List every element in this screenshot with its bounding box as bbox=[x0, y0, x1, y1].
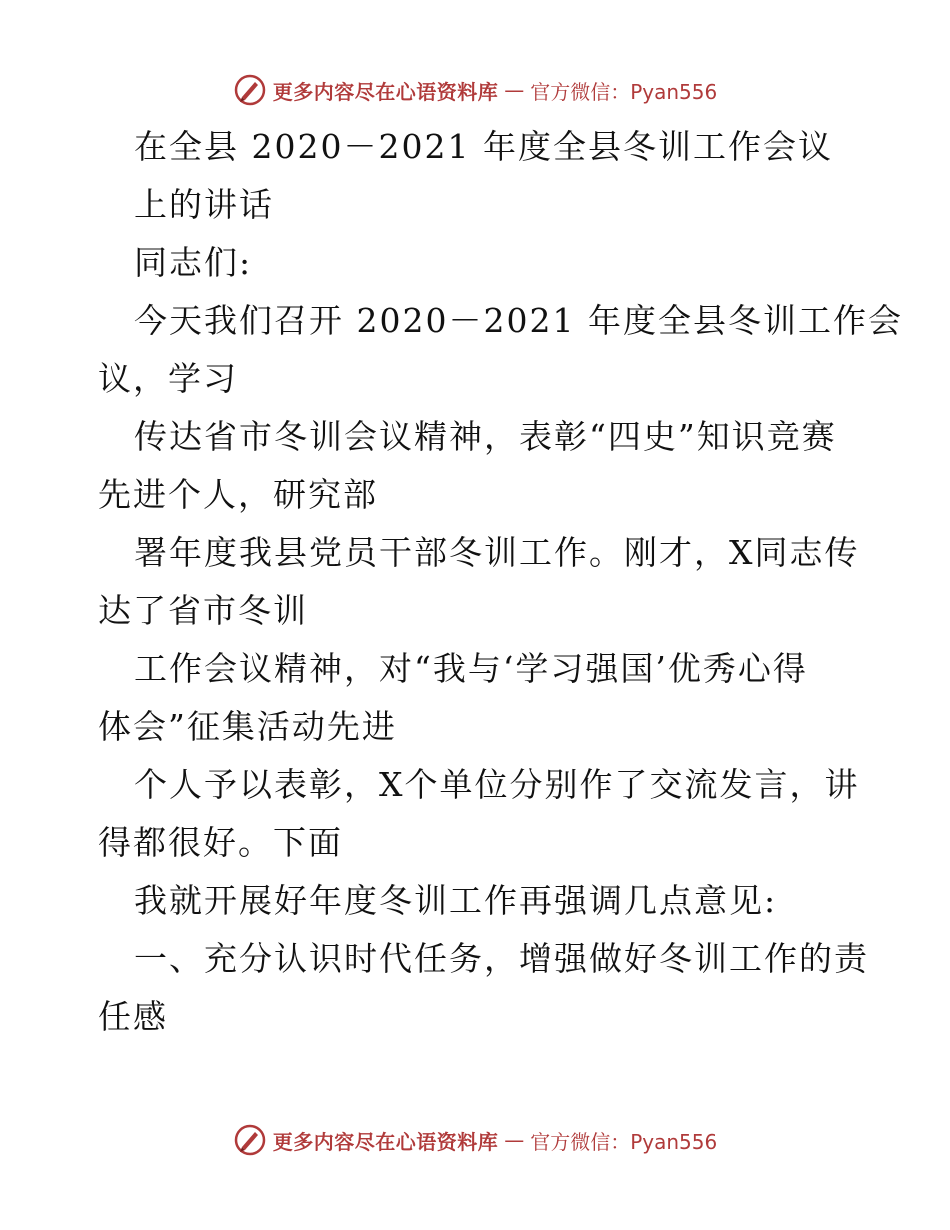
footer-watermark-dash: — bbox=[504, 1128, 525, 1152]
document-line: 传达省市冬训会议精神，表彰“四史”知识竞赛 bbox=[134, 417, 837, 456]
footer-watermark bbox=[0, 1120, 950, 1160]
document-line: 上的讲话 bbox=[134, 185, 274, 224]
pen-logo-icon bbox=[233, 1123, 267, 1157]
document-line: 我就开展好年度冬训工作再强调几点意见: bbox=[134, 881, 778, 920]
header-watermark-dash: — bbox=[504, 78, 525, 102]
pen-logo-icon bbox=[233, 73, 267, 107]
document-line: 同志们: bbox=[134, 243, 253, 282]
document-line: 今天我们召开 2020－2021 年度全县冬训工作会 bbox=[134, 301, 903, 340]
document-line: 得都很好。下面 bbox=[98, 823, 343, 862]
document-line: 个人予以表彰，X个单位分别作了交流发言，讲 bbox=[134, 765, 860, 804]
footer-watermark-contact: 官方微信：Pyan556 bbox=[530, 1129, 718, 1154]
header-watermark bbox=[0, 70, 950, 110]
document-line: 在全县 2020－2021 年度全县冬训工作会议 bbox=[134, 127, 833, 166]
header-watermark-text: 更多内容尽在心语资料库 bbox=[272, 79, 499, 104]
document-line: 体会”征集活动先进 bbox=[98, 707, 397, 746]
document-line: 署年度我县党员干部冬训工作。刚才，X同志传 bbox=[134, 533, 860, 572]
header-watermark-contact: 官方微信：Pyan556 bbox=[530, 79, 718, 104]
document-line: 先进个人，研究部 bbox=[98, 475, 378, 514]
document-line: 达了省市冬训 bbox=[98, 591, 308, 630]
document-line: 工作会议精神，对“我与‘学习强国’优秀心得 bbox=[134, 649, 808, 688]
footer-watermark-text: 更多内容尽在心语资料库 bbox=[272, 1129, 499, 1154]
document-line: 任感 bbox=[98, 997, 168, 1036]
document-line: 一、充分认识时代任务，增强做好冬训工作的责 bbox=[134, 939, 869, 978]
document-body bbox=[98, 118, 903, 1046]
document-line: 议，学习 bbox=[98, 359, 238, 398]
